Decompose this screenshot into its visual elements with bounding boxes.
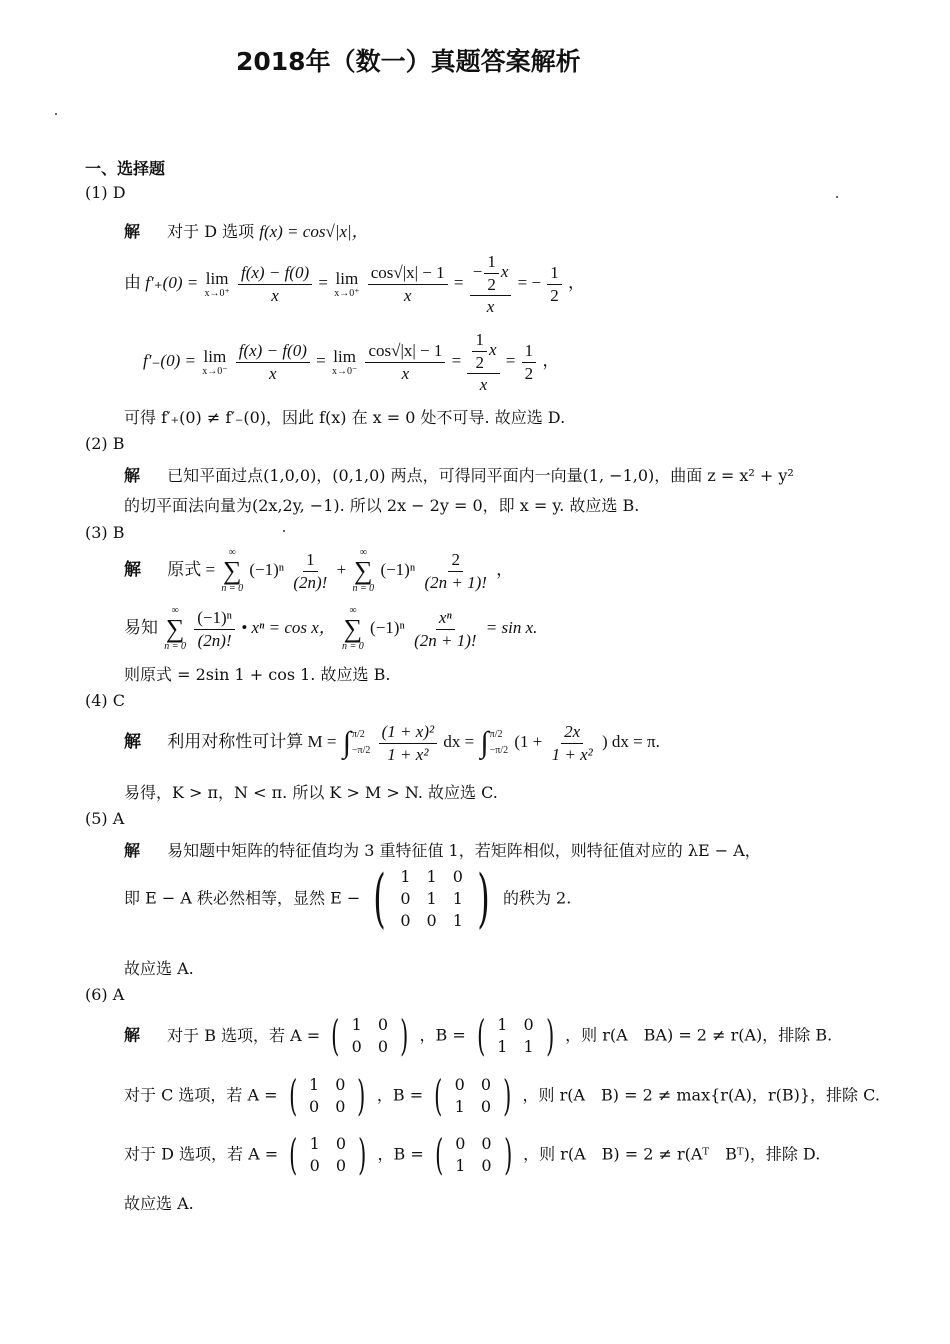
question-4-label: (4) C <box>85 691 125 710</box>
q1-conclusion: 可得 f′₊(0) ≠ f′₋(0)，因此 f(x) 在 x = 0 处不可导. 故应选 D. <box>124 408 566 427</box>
q3-sum: ∞ ∑ n = 0 <box>342 605 364 652</box>
question-6-label: (6) A <box>85 985 125 1004</box>
q3-fraction: $\frac{\text{xⁿ}}{(2n + 1)!}$ <box>414 607 477 650</box>
scan-dot <box>283 530 285 532</box>
q1-you: 由 <box>124 273 141 293</box>
q3-conclusion: 则原式 = 2sin 1 + cos 1. 故应选 B. <box>124 665 391 684</box>
q6-matrix-a: ( 1 0 0 0 ) <box>331 1011 409 1060</box>
q1-limit: lim x→0⁺ <box>204 268 230 299</box>
q6-matrix-b: ( 0 0 1 0 ) <box>434 1130 512 1179</box>
q1-fraction: $\frac{\cos√|x| - 1}{x}$ <box>365 341 445 383</box>
q1-fraction: $\frac{f(x) - f(0)}{x}$ <box>238 263 312 305</box>
q6-matrix-a: ( 1 0 0 0 ) <box>289 1130 367 1179</box>
q4-integral: ∫ π/2 −π/2 <box>480 726 509 760</box>
q4-line-1: 解 利用对称性可计算 M = ∫ π/2 −π/2 $\frac{\text{(1 + x)²}}{\text{1 + x²}}$ dx = ∫ π/2 −π/2 (1 + $\frac{2x}{\text{1 + x²}}$ ) dx = π. <box>124 722 660 764</box>
q4-fraction: $\frac{\text{(1 + x)²}}{\text{1 + x²}}$ <box>379 722 437 764</box>
q1-fraction: $\frac{1}{2}$ x x <box>467 330 499 395</box>
q1-limit: lim x→0⁻ <box>202 346 228 377</box>
question-1-label: (1) D <box>85 183 126 202</box>
q1-fraction: $\frac{f(x) - f(0)}{x}$ <box>236 341 310 383</box>
scan-dot <box>55 113 57 115</box>
q6-matrix-b: ( 0 0 1 0 ) <box>434 1071 512 1120</box>
q3-fraction: $\frac{\text{(−1)ⁿ}}{(2n)!}$ <box>194 608 235 650</box>
q4-fraction: $\frac{2x}{\text{1 + x²}}$ <box>551 722 593 764</box>
q6-conclusion: 故应选 A. <box>124 1194 194 1213</box>
q1-right-derivative: f′₊(0) = <box>145 273 199 293</box>
q1-line-2: 由 f′₊(0) = lim x→0⁺ $\frac{f(x) - f(0)}{x}$ = lim x→0⁺ $\frac{\cos√|x| - 1}{x}$ = − $\frac{1}{2}$ x x = − $\frac{1}{2}$ ， <box>124 252 586 317</box>
q3-fraction: $\frac{1}{(2n)!}$ <box>293 549 328 592</box>
q1-function: f(x) = cos√|x|， <box>259 222 369 241</box>
solution-mark: 解 <box>124 559 141 579</box>
q3-sum: ∞ ∑ n = 0 <box>221 547 244 594</box>
q1-fraction: $\frac{\cos√|x| - 1}{x}$ <box>368 263 448 305</box>
solution-mark: 解 <box>124 1025 141 1045</box>
q1-fraction: $\frac{1}{2}$ <box>547 263 562 305</box>
q4-integral: ∫ π/2 −π/2 <box>342 726 371 760</box>
solution-mark: 解 <box>124 222 141 241</box>
solution-mark: 解 <box>124 841 141 860</box>
q3-sum: ∞ ∑ n = 0 <box>164 605 186 652</box>
q6-line-1: 解 对于 B 选项，若 A = ( 1 0 0 0 ) ，B = ( 1 0 1 1 ) ，则 r(A BA) = 2 ≠ r(A)，排除 B. <box>124 1011 833 1060</box>
q2-line-1: 解 已知平面过点(1,0,0)，(0,1,0) 两点，可得同平面内一向量(1, −1,0)，曲面 z = x² + y² <box>124 466 794 485</box>
q5-line-2: 即 E − A 秩必然相等，显然 E − ( 1 1 0 0 1 1 0 0 1 ) 的秩为 2. <box>124 862 572 936</box>
q1-left-derivative: f′₋(0) = <box>143 351 196 371</box>
question-3-label: (3) B <box>85 523 125 542</box>
q1-fraction: $\frac{1}{2}$ <box>522 341 537 383</box>
q5-line-1: 解 易知题中矩阵的特征值均为 3 重特征值 1，若矩阵相似，则特征值对应的 λE − A， <box>124 841 761 860</box>
q1-text: 对于 D 选项 <box>167 222 255 241</box>
q3-line-2: 易知 ∞ ∑ n = 0 $\frac{\text{(−1)ⁿ}}{(2n)!}$ • xⁿ = cos x， ∞ ∑ n = 0 (−1)ⁿ $\frac{\text{xⁿ}}{(2n + 1)!}$ = sin x. <box>124 605 538 652</box>
q1-limit: lim x→0⁻ <box>331 346 358 377</box>
question-5-label: (5) A <box>85 809 125 828</box>
q5-conclusion: 故应选 A. <box>124 959 194 978</box>
q1-line-3: f′₋(0) = lim x→0⁻ $\frac{f(x) - f(0)}{x}$ = lim x→0⁻ $\frac{\cos√|x| - 1}{x}$ = $\frac{1}{2}$ x x = $\frac{1}{2}$ ， <box>143 330 560 395</box>
q1-fraction: − $\frac{1}{2}$ x x <box>470 252 512 317</box>
page-title: 2018年（数一）真题答案解析 <box>236 47 581 76</box>
q4-conclusion: 易得，K > π，N < π. 所以 K > M > N. 故应选 C. <box>124 783 498 802</box>
q5-matrix: ( 1 1 0 0 1 1 0 0 1 ) <box>373 862 490 936</box>
q2-line-2: 的切平面法向量为(2x,2y, −1). 所以 2x − 2y = 0，即 x = y. 故应选 B. <box>124 496 640 515</box>
q3-sum: ∞ ∑ n = 0 <box>352 547 375 594</box>
question-2-label: (2) B <box>85 434 125 453</box>
q3-fraction: $\frac{2}{(2n + 1)!}$ <box>424 549 487 592</box>
q6-matrix-b: ( 1 0 1 1 ) <box>476 1011 554 1060</box>
solution-mark: 解 <box>124 731 141 751</box>
q3-line-1: 解 原式 = ∞ ∑ n = 0 (−1)ⁿ $\frac{1}{(2n)!}$ + ∞ ∑ n = 0 (−1)ⁿ $\frac{2}{(2n + 1)!}$ ， <box>124 547 514 594</box>
q1-line-1 <box>124 217 369 242</box>
q6-line-2: 对于 C 选项，若 A = ( 1 0 0 0 ) ，B = ( 0 0 1 0 ) ，则 r(A B) = 2 ≠ max{r(A)，r(B)}，排除 C. <box>124 1071 880 1120</box>
solution-mark: 解 <box>124 466 141 485</box>
section-heading: 一、选择题 <box>85 159 166 178</box>
q6-matrix-a: ( 1 0 0 0 ) <box>288 1071 366 1120</box>
q6-line-3: 对于 D 选项，若 A = ( 1 0 0 0 ) ，B = ( 0 0 1 0 ) ，则 r(A B) = 2 ≠ r(Aᵀ Bᵀ)，排除 D. <box>124 1130 821 1179</box>
scan-dot <box>836 196 838 198</box>
q1-limit: lim x→0⁺ <box>334 268 360 299</box>
